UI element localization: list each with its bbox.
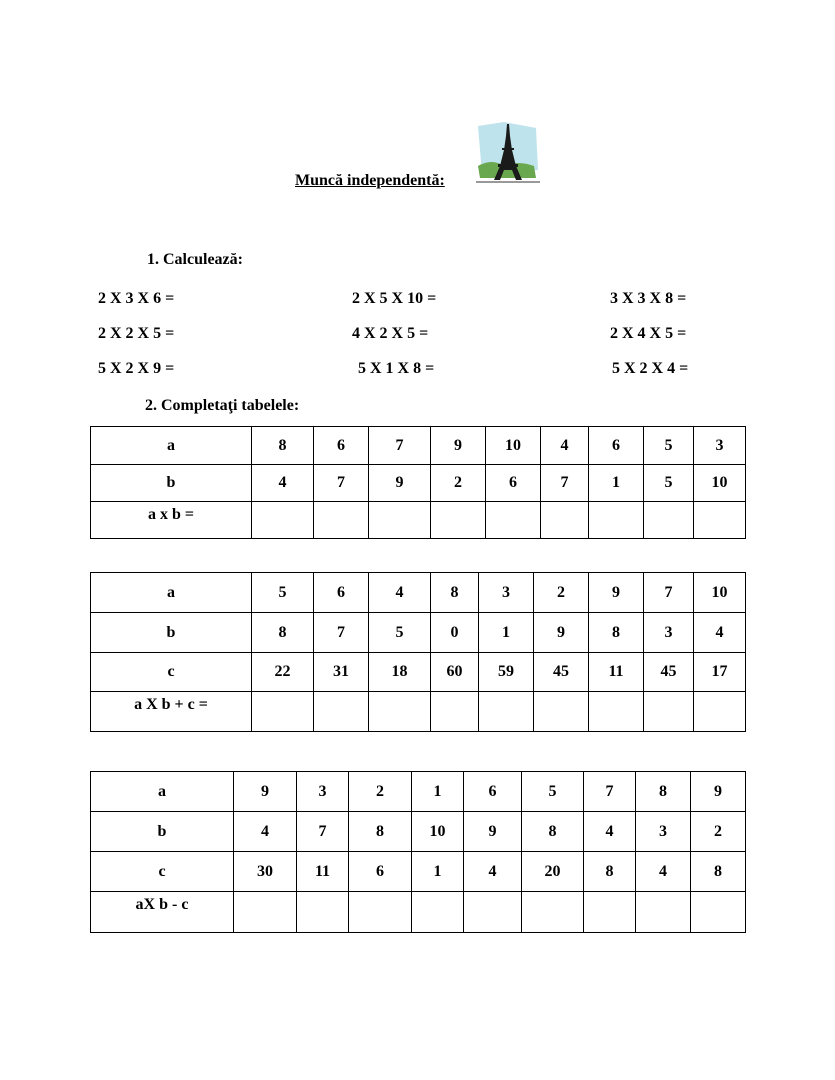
table-cell: 3 <box>644 613 694 653</box>
table-cell: 18 <box>369 653 431 692</box>
table-cell: 10 <box>694 573 746 613</box>
table-2 <box>90 572 746 732</box>
table-cell: 7 <box>314 613 369 653</box>
table-cell: 8 <box>522 812 584 852</box>
eiffel-tower-icon <box>474 122 542 188</box>
table-row <box>91 852 746 892</box>
table-cell: 10 <box>412 812 464 852</box>
expression: 4 X 2 X 5 = <box>352 325 429 342</box>
table-cell: 5 <box>644 465 694 502</box>
row-label: a <box>91 427 252 465</box>
table-cell: 45 <box>534 653 589 692</box>
row-label: c <box>91 852 234 892</box>
answer-cell[interactable] <box>464 892 522 933</box>
expression: 2 X 2 X 5 = <box>98 325 175 342</box>
table-cell: 0 <box>431 613 479 653</box>
table-cell: 8 <box>349 812 412 852</box>
table-1 <box>90 426 746 539</box>
table-cell: 45 <box>644 653 694 692</box>
expression: 2 X 5 X 10 = <box>352 290 437 307</box>
table-cell: 59 <box>479 653 534 692</box>
section-2-heading: 2. Completaţi tabelele: <box>145 397 300 414</box>
table-3 <box>90 771 746 933</box>
table-cell: 9 <box>534 613 589 653</box>
table-cell: 4 <box>464 852 522 892</box>
table-row <box>91 892 746 933</box>
table-cell: 5 <box>252 573 314 613</box>
row-label: b <box>91 812 234 852</box>
expression: 5 X 2 X 4 = <box>612 360 689 377</box>
answer-cell[interactable] <box>522 892 584 933</box>
answer-cell[interactable] <box>369 692 431 732</box>
table-cell: 1 <box>479 613 534 653</box>
table-cell: 8 <box>431 573 479 613</box>
table-cell: 22 <box>252 653 314 692</box>
answer-cell[interactable] <box>252 502 314 539</box>
table-cell: 7 <box>314 465 369 502</box>
answer-cell[interactable] <box>589 692 644 732</box>
table-cell: 5 <box>369 613 431 653</box>
table-row <box>91 653 746 692</box>
section-1-heading: 1. Calculează: <box>147 251 243 268</box>
answer-cell[interactable] <box>479 692 534 732</box>
table-cell: 7 <box>541 465 589 502</box>
table-row <box>91 427 746 465</box>
row-label: b <box>91 465 252 502</box>
row-label: b <box>91 613 252 653</box>
expression: 3 X 3 X 8 = <box>610 290 687 307</box>
table-cell: 9 <box>234 772 297 812</box>
table-row <box>91 812 746 852</box>
table-cell: 31 <box>314 653 369 692</box>
table-cell: 3 <box>694 427 746 465</box>
table-cell: 10 <box>694 465 746 502</box>
table-cell: 4 <box>252 465 314 502</box>
table-cell: 6 <box>464 772 522 812</box>
table-cell: 8 <box>252 613 314 653</box>
table-cell: 60 <box>431 653 479 692</box>
answer-cell[interactable] <box>252 692 314 732</box>
answer-cell[interactable] <box>534 692 589 732</box>
table-cell: 5 <box>522 772 584 812</box>
table-cell: 3 <box>636 812 691 852</box>
row-label: a <box>91 573 252 613</box>
answer-cell[interactable] <box>314 692 369 732</box>
table-cell: 7 <box>369 427 431 465</box>
table-cell: 2 <box>534 573 589 613</box>
row-label: a x b = <box>91 502 252 539</box>
table-cell: 4 <box>369 573 431 613</box>
table-cell: 1 <box>589 465 644 502</box>
table-row <box>91 573 746 613</box>
row-label: a X b + c = <box>91 692 252 732</box>
answer-cell[interactable] <box>589 502 644 539</box>
table-cell: 4 <box>541 427 589 465</box>
table-cell: 8 <box>584 852 636 892</box>
table-cell: 6 <box>314 427 369 465</box>
table-cell: 8 <box>589 613 644 653</box>
table-cell: 2 <box>691 812 746 852</box>
answer-cell[interactable] <box>349 892 412 933</box>
table-cell: 10 <box>486 427 541 465</box>
expression: 5 X 1 X 8 = <box>358 360 435 377</box>
expression: 2 X 4 X 5 = <box>610 325 687 342</box>
row-label: a <box>91 772 234 812</box>
answer-cell[interactable] <box>636 892 691 933</box>
answer-cell[interactable] <box>369 502 431 539</box>
expression: 5 X 2 X 9 = <box>98 360 175 377</box>
table-cell: 8 <box>691 852 746 892</box>
answer-cell[interactable] <box>431 692 479 732</box>
row-label: aX b - c <box>91 892 234 933</box>
table-cell: 5 <box>644 427 694 465</box>
table-cell: 6 <box>314 573 369 613</box>
table-cell: 4 <box>636 852 691 892</box>
answer-cell[interactable] <box>297 892 349 933</box>
answer-cell[interactable] <box>694 502 746 539</box>
answer-cell[interactable] <box>694 692 746 732</box>
answer-cell[interactable] <box>486 502 541 539</box>
table-cell: 7 <box>297 812 349 852</box>
table-row <box>91 613 746 653</box>
table-cell: 9 <box>589 573 644 613</box>
answer-cell[interactable] <box>541 502 589 539</box>
table-cell: 4 <box>584 812 636 852</box>
answer-cell[interactable] <box>644 692 694 732</box>
table-cell: 8 <box>636 772 691 812</box>
answer-cell[interactable] <box>412 892 464 933</box>
table-row <box>91 465 746 502</box>
answer-cell[interactable] <box>234 892 297 933</box>
table-cell: 4 <box>694 613 746 653</box>
table-cell: 6 <box>349 852 412 892</box>
table-cell: 6 <box>486 465 541 502</box>
answer-cell[interactable] <box>314 502 369 539</box>
table-cell: 11 <box>589 653 644 692</box>
table-row <box>91 772 746 812</box>
table-cell: 20 <box>522 852 584 892</box>
table-cell: 6 <box>589 427 644 465</box>
table-cell: 2 <box>349 772 412 812</box>
table-cell: 9 <box>464 812 522 852</box>
table-cell: 9 <box>369 465 431 502</box>
table-row <box>91 502 746 539</box>
table-cell: 30 <box>234 852 297 892</box>
table-cell: 7 <box>584 772 636 812</box>
table-cell: 1 <box>412 852 464 892</box>
table-cell: 2 <box>431 465 486 502</box>
page-title: Muncă independentă: <box>295 172 445 189</box>
table-cell: 8 <box>252 427 314 465</box>
table-cell: 3 <box>479 573 534 613</box>
answer-cell[interactable] <box>431 502 486 539</box>
answer-cell[interactable] <box>584 892 636 933</box>
table-cell: 4 <box>234 812 297 852</box>
answer-cell[interactable] <box>644 502 694 539</box>
table-cell: 17 <box>694 653 746 692</box>
table-cell: 9 <box>691 772 746 812</box>
table-cell: 7 <box>644 573 694 613</box>
table-cell: 1 <box>412 772 464 812</box>
table-cell: 9 <box>431 427 486 465</box>
table-cell: 3 <box>297 772 349 812</box>
expression: 2 X 3 X 6 = <box>98 290 175 307</box>
row-label: c <box>91 653 252 692</box>
answer-cell[interactable] <box>691 892 746 933</box>
table-cell: 11 <box>297 852 349 892</box>
table-row <box>91 692 746 732</box>
